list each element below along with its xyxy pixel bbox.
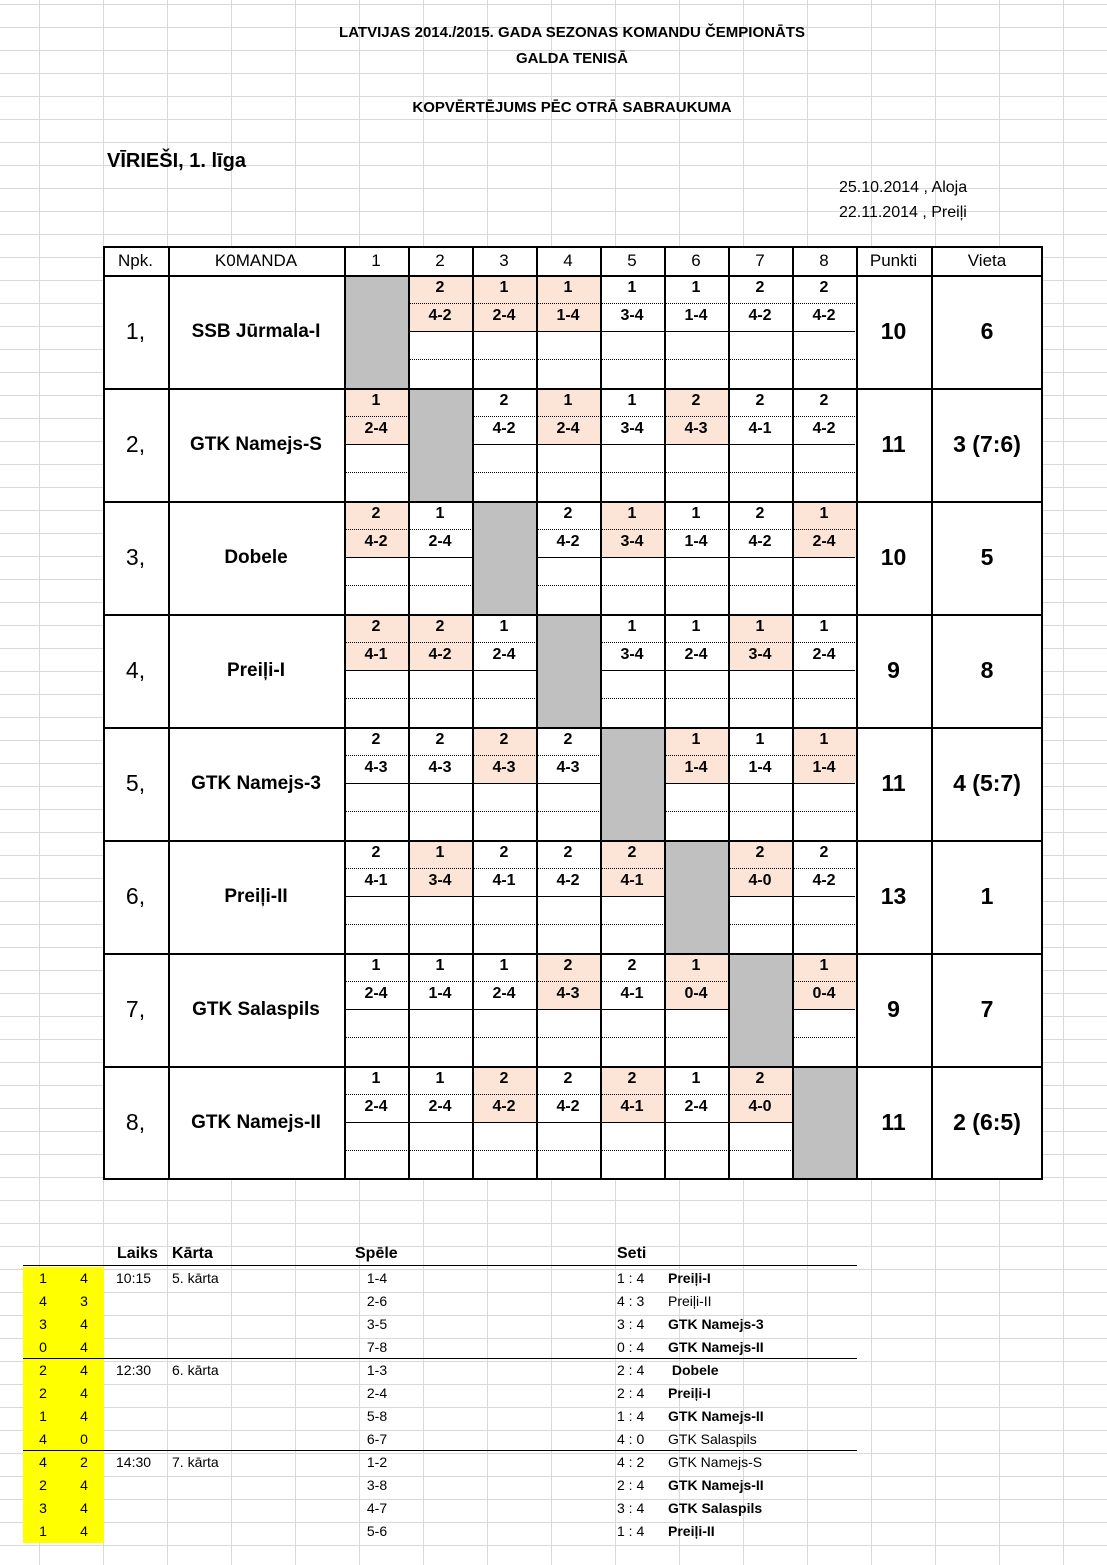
match-sets: 2 : 4 <box>617 1362 645 1378</box>
match-points: 1 <box>435 957 445 974</box>
row-number: 3, <box>103 501 168 614</box>
diagonal-block <box>536 615 600 727</box>
match-sets: 2-4 <box>492 646 516 663</box>
match-game: 2-4 <box>366 1385 388 1401</box>
match-points: 2 <box>819 844 829 861</box>
match-sets: 4-3 <box>364 759 388 776</box>
match-sets: 2-4 <box>684 1098 708 1115</box>
diagonal-block <box>344 276 408 388</box>
grid-hline <box>103 727 1043 729</box>
away-team: Preiļi-I <box>668 1385 711 1401</box>
match-sets: 4-3 <box>556 759 580 776</box>
match-game: 2-6 <box>366 1293 388 1309</box>
match-points: 1 <box>435 505 445 522</box>
away-team: Preiļi-I <box>668 1270 711 1286</box>
match-points: 1 <box>627 392 637 409</box>
match-points: 2 <box>563 844 573 861</box>
result-home: 3 <box>39 1316 47 1332</box>
result-home: 1 <box>39 1523 47 1539</box>
team-name: GTK Salaspils <box>168 953 344 1066</box>
match-points: 1 <box>755 731 765 748</box>
away-team: GTK Namejs-S <box>668 1454 763 1470</box>
header-points: Punkti <box>856 246 931 275</box>
result-away: 4 <box>80 1523 88 1539</box>
match-points: 1 <box>371 957 381 974</box>
match-game: 1-2 <box>366 1454 388 1470</box>
result-away: 4 <box>80 1362 88 1378</box>
match-sets: 2-4 <box>428 533 452 550</box>
team-name: Preiļi-II <box>168 840 344 953</box>
match-sets: 0 : 4 <box>617 1339 645 1355</box>
grid-vline <box>792 246 794 1180</box>
match-sets: 4-2 <box>492 1098 516 1115</box>
date-2: 22.11.2014 <box>839 204 918 221</box>
match-sets: 4-2 <box>812 420 836 437</box>
away-team: GTK Namejs-II <box>668 1339 764 1355</box>
match-sets: 4-1 <box>620 985 644 1002</box>
match-sets: 4-3 <box>556 985 580 1002</box>
match-points: 1 <box>691 505 701 522</box>
result-away: 0 <box>80 1431 88 1447</box>
team-points: 11 <box>856 388 931 501</box>
result-home: 1 <box>39 1408 47 1424</box>
grid-hline <box>103 501 1043 503</box>
grid-vline <box>931 246 933 1180</box>
match-sets: 2 : 4 <box>617 1385 645 1401</box>
row-number: 2, <box>103 388 168 501</box>
match-round: 7. kārta <box>172 1454 219 1470</box>
match-sets: 2-4 <box>492 985 516 1002</box>
team-place: 3 (7:6) <box>931 388 1043 501</box>
grid-hline <box>103 1178 1043 1180</box>
match-sets: 4-2 <box>556 533 580 550</box>
match-sets: 4-2 <box>812 872 836 889</box>
match-points: 2 <box>435 731 445 748</box>
grid-vline <box>664 246 666 1180</box>
grid-vline <box>168 246 170 1180</box>
match-sets: 4-2 <box>748 533 772 550</box>
match-points: 2 <box>435 279 445 296</box>
result-home: 2 <box>39 1477 47 1493</box>
match-sets: 2-4 <box>364 1098 388 1115</box>
match-sets: 3-4 <box>620 307 644 324</box>
row-number: 4, <box>103 614 168 727</box>
match-points: 1 <box>371 392 381 409</box>
match-sets: 2-4 <box>812 646 836 663</box>
grid-vline <box>600 246 602 1180</box>
result-home: 4 <box>39 1431 47 1447</box>
team-points: 13 <box>856 840 931 953</box>
match-sets: 4-1 <box>364 646 388 663</box>
match-sets: 1-4 <box>812 759 836 776</box>
grid-hline <box>103 246 1043 248</box>
match-points: 1 <box>691 957 701 974</box>
team-name: Dobele <box>168 501 344 614</box>
match-points: 1 <box>563 392 573 409</box>
row-number: 1, <box>103 275 168 388</box>
match-sets: 4-2 <box>556 872 580 889</box>
away-team: Preiļi-II <box>668 1293 712 1309</box>
header-col-1: 1 <box>344 246 408 275</box>
match-points: 2 <box>371 844 381 861</box>
match-sets: 0-4 <box>684 985 708 1002</box>
result-home: 2 <box>39 1362 47 1378</box>
team-place: 4 (5:7) <box>931 727 1043 840</box>
schedule-header-karta: Kārta <box>172 1245 213 1262</box>
match-sets: 4-3 <box>428 759 452 776</box>
match-game: 5-8 <box>366 1408 388 1424</box>
match-points: 1 <box>691 731 701 748</box>
header-npk: Npk. <box>103 246 168 275</box>
result-home: 1 <box>39 1270 47 1286</box>
match-points: 2 <box>627 957 637 974</box>
standings-table <box>103 246 1043 1180</box>
match-points: 2 <box>499 1070 509 1087</box>
team-points: 11 <box>856 727 931 840</box>
match-sets: 4-3 <box>684 420 708 437</box>
match-game: 3-5 <box>366 1316 388 1332</box>
match-sets: 4-1 <box>364 872 388 889</box>
match-points: 2 <box>691 392 701 409</box>
match-sets: 2 : 4 <box>617 1477 645 1493</box>
match-round: 5. kārta <box>172 1270 219 1286</box>
match-game: 5-6 <box>366 1523 388 1539</box>
subtitle: KOPVĒRTĒJUMS PĒC OTRĀ SABRAUKUMA <box>412 99 732 116</box>
result-away: 3 <box>80 1293 88 1309</box>
team-name: Preiļi-I <box>168 614 344 727</box>
diagonal-block <box>408 389 472 501</box>
match-game: 4-7 <box>366 1500 388 1516</box>
match-sets: 4-2 <box>428 307 452 324</box>
match-sets: 4-2 <box>812 307 836 324</box>
match-points: 2 <box>371 618 381 635</box>
header-col-4: 4 <box>536 246 600 275</box>
match-points: 1 <box>691 1070 701 1087</box>
match-sets: 1-4 <box>684 759 708 776</box>
match-sets: 3 : 4 <box>617 1500 645 1516</box>
match-points: 1 <box>499 618 509 635</box>
match-time: 14:30 <box>116 1454 152 1470</box>
match-sets: 1-4 <box>428 985 452 1002</box>
team-name: GTK Namejs-II <box>168 1066 344 1179</box>
row-number: 7, <box>103 953 168 1066</box>
header-col-2: 2 <box>408 246 472 275</box>
match-sets: 4-2 <box>492 420 516 437</box>
match-points: 1 <box>819 957 829 974</box>
match-sets: 1-4 <box>684 533 708 550</box>
grid-hline <box>103 840 1043 842</box>
match-sets: 4-2 <box>428 646 452 663</box>
match-points: 2 <box>371 731 381 748</box>
grid-vline <box>103 246 105 1180</box>
match-points: 2 <box>563 957 573 974</box>
team-points: 10 <box>856 501 931 614</box>
match-sets: 2-4 <box>556 420 580 437</box>
away-team: GTK Salaspils <box>668 1431 757 1447</box>
match-sets: 4-2 <box>364 533 388 550</box>
match-points: 1 <box>819 505 829 522</box>
match-sets: 2-4 <box>364 985 388 1002</box>
team-place: 5 <box>931 501 1043 614</box>
match-sets: 4-3 <box>492 759 516 776</box>
grid-vline <box>728 246 730 1180</box>
match-points: 2 <box>819 392 829 409</box>
header-team: K0MANDA <box>168 246 344 275</box>
diagonal-block <box>728 954 792 1066</box>
round-separator <box>23 1450 857 1451</box>
team-points: 11 <box>856 1066 931 1179</box>
match-sets: 4-1 <box>620 1098 644 1115</box>
grid-vline <box>344 246 346 1180</box>
grid-vline <box>536 246 538 1180</box>
match-points: 2 <box>755 844 765 861</box>
match-points: 1 <box>627 505 637 522</box>
away-team: GTK Namejs-II <box>668 1408 764 1424</box>
match-time: 12:30 <box>116 1362 152 1378</box>
place-2: , Preiļi <box>922 204 967 221</box>
result-home: 4 <box>39 1454 47 1470</box>
match-points: 1 <box>435 1070 445 1087</box>
team-name: GTK Namejs-3 <box>168 727 344 840</box>
result-away: 4 <box>80 1500 88 1516</box>
date-line-1 <box>839 179 967 197</box>
round-separator <box>23 1358 857 1359</box>
match-points: 2 <box>563 505 573 522</box>
match-points: 1 <box>563 279 573 296</box>
result-away: 2 <box>80 1454 88 1470</box>
match-points: 2 <box>563 1070 573 1087</box>
match-time: 10:15 <box>116 1270 152 1286</box>
result-away: 4 <box>80 1477 88 1493</box>
match-points: 1 <box>499 279 509 296</box>
match-points: 1 <box>371 1070 381 1087</box>
match-sets: 1 : 4 <box>617 1408 645 1424</box>
team-place: 7 <box>931 953 1043 1066</box>
match-sets: 0-4 <box>812 985 836 1002</box>
match-sets: 4 : 2 <box>617 1454 645 1470</box>
header-col-6: 6 <box>664 246 728 275</box>
match-points: 2 <box>627 844 637 861</box>
header-col-3: 3 <box>472 246 536 275</box>
match-sets: 1-4 <box>748 759 772 776</box>
result-away: 4 <box>80 1316 88 1332</box>
away-team: GTK Salaspils <box>668 1500 763 1516</box>
team-name: SSB Jūrmala-I <box>168 275 344 388</box>
match-points: 1 <box>627 618 637 635</box>
grid-hline <box>103 953 1043 955</box>
match-points: 1 <box>627 279 637 296</box>
away-team: GTK Namejs-3 <box>668 1316 764 1332</box>
result-away: 4 <box>80 1385 88 1401</box>
grid-hline <box>103 275 1043 277</box>
result-home: 4 <box>39 1293 47 1309</box>
match-sets: 1-4 <box>556 307 580 324</box>
match-game: 1-4 <box>366 1270 388 1286</box>
match-game: 1-3 <box>366 1362 388 1378</box>
team-place: 8 <box>931 614 1043 727</box>
match-sets: 3 : 4 <box>617 1316 645 1332</box>
grid-vline <box>1041 246 1043 1180</box>
match-sets: 3-4 <box>620 533 644 550</box>
result-home: 3 <box>39 1500 47 1516</box>
section-title: VĪRIEŠI, 1. līga <box>107 150 246 172</box>
match-sets: 2-4 <box>492 307 516 324</box>
match-points: 2 <box>563 731 573 748</box>
match-sets: 1 : 4 <box>617 1523 645 1539</box>
match-points: 2 <box>499 731 509 748</box>
match-points: 2 <box>819 279 829 296</box>
away-team: Preiļi-II <box>668 1523 715 1539</box>
team-place: 1 <box>931 840 1043 953</box>
match-points: 2 <box>755 279 765 296</box>
match-points: 1 <box>435 844 445 861</box>
diagonal-block <box>472 502 536 614</box>
match-points: 2 <box>371 505 381 522</box>
away-team: Dobele <box>668 1362 719 1378</box>
diagonal-block <box>664 841 728 953</box>
schedule-top-line <box>23 1265 857 1266</box>
header-col-7: 7 <box>728 246 792 275</box>
match-round: 6. kārta <box>172 1362 219 1378</box>
row-number: 5, <box>103 727 168 840</box>
match-sets: 3-4 <box>748 646 772 663</box>
match-sets: 4-0 <box>748 872 772 889</box>
diagonal-block <box>600 728 664 840</box>
row-number: 6, <box>103 840 168 953</box>
match-sets: 1 : 4 <box>617 1270 645 1286</box>
match-sets: 4-2 <box>556 1098 580 1115</box>
grid-hline <box>103 614 1043 616</box>
team-name: GTK Namejs-S <box>168 388 344 501</box>
result-away: 4 <box>80 1270 88 1286</box>
grid-vline <box>472 246 474 1180</box>
match-points: 2 <box>627 1070 637 1087</box>
match-points: 2 <box>435 618 445 635</box>
team-place: 2 (6:5) <box>931 1066 1043 1179</box>
date-1: 25.10.2014 <box>839 179 920 196</box>
header-place: Vieta <box>931 246 1043 275</box>
grid-hline <box>103 388 1043 390</box>
schedule-header-spele: Spēle <box>355 1245 398 1262</box>
match-sets: 3-4 <box>428 872 452 889</box>
team-points: 9 <box>856 953 931 1066</box>
header-col-8: 8 <box>792 246 856 275</box>
match-points: 1 <box>691 279 701 296</box>
grid-vline <box>408 246 410 1180</box>
match-game: 7-8 <box>366 1339 388 1355</box>
grid-vline <box>856 246 858 1180</box>
header-col-5: 5 <box>600 246 664 275</box>
title-line-1: LATVIJAS 2014./2015. GADA SEZONAS KOMANDU ČEMPIONĀTS <box>339 24 805 41</box>
match-sets: 3-4 <box>620 646 644 663</box>
match-sets: 4-2 <box>748 307 772 324</box>
schedule-header-laiks: Laiks <box>117 1245 158 1262</box>
match-points: 2 <box>499 392 509 409</box>
result-home: 0 <box>39 1339 47 1355</box>
result-away: 4 <box>80 1339 88 1355</box>
match-sets: 4-1 <box>620 872 644 889</box>
place-1: , Aloja <box>923 179 968 196</box>
row-number: 8, <box>103 1066 168 1179</box>
match-sets: 4 : 0 <box>617 1431 645 1447</box>
match-points: 1 <box>691 618 701 635</box>
team-place: 6 <box>931 275 1043 388</box>
away-team: GTK Namejs-II <box>668 1477 764 1493</box>
schedule-header-seti: Seti <box>617 1245 647 1262</box>
match-sets: 2-4 <box>428 1098 452 1115</box>
team-points: 9 <box>856 614 931 727</box>
match-points: 1 <box>819 618 829 635</box>
match-points: 2 <box>755 392 765 409</box>
match-game: 3-8 <box>366 1477 388 1493</box>
match-points: 2 <box>755 505 765 522</box>
match-sets: 4 : 3 <box>617 1293 645 1309</box>
match-sets: 4-0 <box>748 1098 772 1115</box>
match-sets: 4-1 <box>748 420 772 437</box>
match-game: 6-7 <box>366 1431 388 1447</box>
result-home: 2 <box>39 1385 47 1401</box>
match-sets: 2-4 <box>364 420 388 437</box>
result-away: 4 <box>80 1408 88 1424</box>
match-sets: 1-4 <box>684 307 708 324</box>
match-sets: 4-1 <box>492 872 516 889</box>
team-points: 10 <box>856 275 931 388</box>
grid-hline <box>103 1066 1043 1068</box>
match-points: 1 <box>819 731 829 748</box>
match-points: 2 <box>755 1070 765 1087</box>
match-sets: 2-4 <box>812 533 836 550</box>
match-sets: 3-4 <box>620 420 644 437</box>
title-line-2: GALDA TENISĀ <box>516 50 628 67</box>
match-points: 1 <box>755 618 765 635</box>
diagonal-block <box>792 1067 856 1179</box>
match-points: 1 <box>499 957 509 974</box>
match-points: 2 <box>499 844 509 861</box>
date-line-2 <box>839 204 967 222</box>
match-sets: 2-4 <box>684 646 708 663</box>
